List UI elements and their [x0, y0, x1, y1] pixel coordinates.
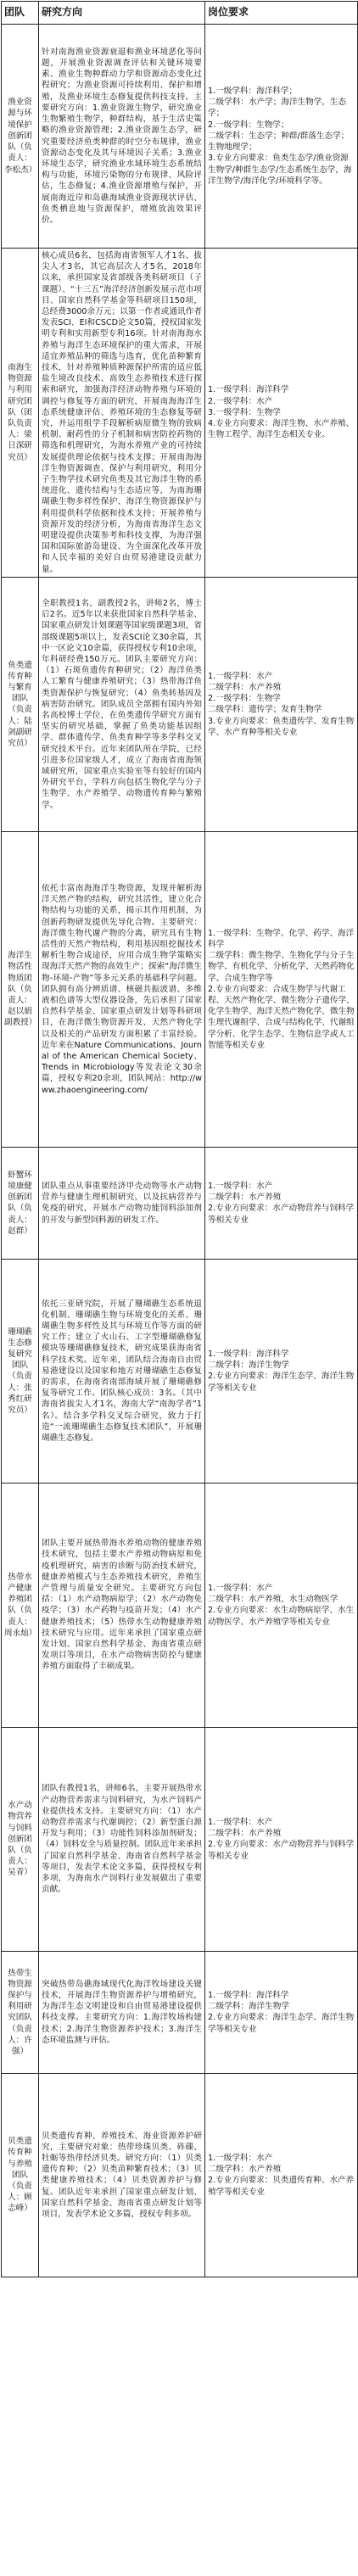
direction-cell: 全职教授1名，副教授2名，讲师2名，博士后2名。近5年以来获批国家自然科学基金、国家重点研发计划课题等国家级课题3项，省部级课题5项以上，发表SCI论文30余篇，其中一区论文10余篇，获得授权专利10余项，年科研经费150万元。团队主要研究方向：（1）石斑鱼遗传育种研究；（2）海洋鱼类人工繁育与健康养殖研究；（3）热带海洋鱼类资源保护与恢复研究；（4）鱼类转基因及病害防治研究。团队成员全部拥有国内外知名高校博士学位，在鱼类遗传学研究方面有坚实的研究基础，掌握了鱼类功能基因组学、群体遗传学、鱼类育种学等多学科交叉研究技术平台。近年来团队所在学院，已经引进多位国家级人才，成立了海南省南海领域研究所，国家重点实验室等有较好的国内外研究平台，学科方向包括生物化学与分子生物学、水产养殖学、动物遗传育种与繁殖学。: [39, 577, 205, 831]
team-cell: 珊瑚礁生态修复研究团队（负责人：张秀红研究员）: [2, 1259, 39, 1483]
direction-cell: 贝类遗传育种、养殖技术、海业资源养护研究，主要研究对象：热带珍珠贝类、砗磲、牡蛎等热带经济贝类。研究方向：（1）贝类遗传育种；（2）贝类苗种繁育技术；（3）贝类健康养殖技术；（4）贝类资源养护与修复。团队近年来承担了国家重点研发计划、国家自然科学基金、海南省重点研发计划等项目，发表学术论文多篇，授权专利多项。: [39, 2073, 205, 2277]
requirement-line: 2.专业方向要求：水产动物营养与饲料学等相关专业: [208, 1204, 355, 1225]
requirements-cell: [205, 1727, 358, 1951]
requirement-line: 1.一级学科：海洋科学: [208, 1990, 289, 2000]
requirements-cell: [205, 1951, 358, 2073]
header-row: [2, 2, 358, 25]
requirements-cell: [205, 577, 358, 831]
requirement-line: 二级学科：遗传学；发育生物学: [208, 705, 322, 715]
header-team: 团队: [2, 2, 39, 25]
requirement-line: 2.专业方向要求：水生动物病原学、水生动物医学、水产养殖学等相关专业: [208, 1606, 355, 1627]
table-body: [2, 25, 358, 2277]
requirement-line: 二级学科：海洋生物学: [208, 1361, 289, 1371]
requirement-line: 二级学科：水产养殖: [208, 2165, 282, 2175]
team-cell: 南海生物资源与利用研究团队（团队负责人：梁日深研究员）: [2, 249, 39, 578]
requirement-line: 2.专业方向要求：贝类遗传育种、水产养殖学等相关专业: [208, 2176, 355, 2197]
requirement-line: 1.一级学科：海洋科学；: [208, 87, 298, 97]
header-direction: 研究方向: [39, 2, 205, 25]
requirements-cell: [205, 1147, 358, 1259]
requirement-line: 二级学科：微生物学、生物化学与分子生物学、有机化学、分析化学、天然药物化学、合成生物学等: [208, 951, 355, 983]
team-cell: 鱼类遗传育种与繁育团队（负责人：陆剑副研究员）: [2, 577, 39, 831]
requirement-line: 二级学科：水产养殖: [208, 1193, 282, 1203]
team-cell: 热带生物资源保护与利用研究团队（负责人：许强）: [2, 1951, 39, 2073]
requirements-cell: [205, 1259, 358, 1483]
team-cell: 热带水产健康养殖团队（负责人：周永灿）: [2, 1483, 39, 1727]
requirement-line: 1.一级学科：水产: [208, 671, 273, 681]
requirement-line: 1.一级学科：水产: [208, 1181, 273, 1191]
table-row: [2, 577, 358, 831]
requirement-line: 二级学科：生态学；种群/群落生态学；生物地理学；: [208, 131, 350, 153]
requirement-line: 二级学科：海洋生物学: [208, 2002, 289, 2012]
requirement-line: 二级学科：水产学；海洋生物学，生态学；: [208, 98, 347, 119]
requirement-line: 3.一级学科：生物学: [208, 407, 281, 417]
table-row: [2, 1727, 358, 1951]
direction-cell: 突破热带岛礁海域现代化海洋牧场建设关键技术，开展海洋生物资源养护与增殖研究，为海洋生态文明建设和自由贸易港建设提供科技支撑。主要研究方向：1.海洋牧场构建技术；2.海洋生物资源养护技术；3.海洋生态环境监测与评估。: [39, 1951, 205, 2073]
team-cell: 虾蟹环境康健创新团队（负责人：赵群）: [2, 1147, 39, 1259]
direction-cell: 依托丰富南海海洋生物资源，发现并解析海洋天然产物的结构，研究其活性，建立化合物结构与功能的关系，揭示其作用机制，为创新药物研发提供先导化合物。主要研究：海洋微生物代谢产物的分离，研究具有生物活性的天然产物结构，利用基因组挖掘技术解析生物合成途径，应用合成生物学策略实现海洋天然产物的高效生产；探索“海洋微生物-环境-产物”等多元关系的基础科学问题。团队拥有高分辨质谱、核磁共振波谱、多维液相色谱等大型仪器设备，先后承担了国家自然科学基金、国家重点研发计划等科研项目，在海洋微生物资源开发、天然产物化学以及相关的产品研发方面积累了丰富经验。近年来在Nature Communications、Journal of the American Chemical Society、Trends in Microbiology等发表论文30余篇，授权专利20余项，团队网站：http://www.zhaoengineering.com/: [39, 831, 205, 1147]
requirement-line: 2.专业方向要求：合成生物学与代谢工程、天然产物化学、微生物分子遗传学、化学生物学、海洋天然产物化学、微生物生理代谢组学、合成与结构化学、代谢组学分析、化学生态学、生物信息学或人工智能等相关专业: [208, 984, 355, 1050]
requirement-line: 1.一级学科：水产: [208, 1583, 273, 1593]
direction-cell: 团队有教授1名，讲师6名，主要开展热带水产动物营养需求与饲料研究，为水产饲料产业提供技术支持。主要研究方向：（1）水产动物营养需求与代谢调控；（2）新型蛋白源开发与利用；（3）功能性饲料添加剂研发；（4）饲料安全与质量控制。团队近年来承担了国家自然科学基金、海南省自然科学基金等项目，发表学术论文多篇，获得授权专利多项，为海南水产饲料行业发展做出了重要贡献。: [39, 1727, 205, 1951]
table-row: [2, 2073, 358, 2277]
requirement-line: 2.一级学科：生物学；: [208, 120, 289, 130]
table-row: [2, 831, 358, 1147]
team-cell: 海洋生物活性物质团队（负责人：赵以娟副教授）: [2, 831, 39, 1147]
requirements-cell: [205, 249, 358, 578]
table-row: [2, 1951, 358, 2073]
requirement-line: 2.专业方向要求：海洋生态学、海洋生物学等相关专业: [208, 2013, 355, 2034]
requirement-line: 2.专业方向要求：水产动物营养与饲料学等相关专业: [208, 1840, 355, 1861]
table-row: [2, 1259, 358, 1483]
requirements-cell: [205, 25, 358, 249]
requirement-line: 二级学科：水产养殖: [208, 1829, 282, 1839]
team-cell: 水产动物营养与饲料创新团队（负责人：吴青）: [2, 1727, 39, 1951]
requirement-line: 1.一级学科：水产: [208, 1817, 273, 1827]
table-row: [2, 25, 358, 249]
header-requirements: 岗位要求: [205, 2, 358, 25]
table-row: [2, 1483, 358, 1727]
requirement-line: 2.一级学科：生物学: [208, 694, 281, 704]
requirement-line: 二级学科：水产养殖，水生动物医学: [208, 1595, 338, 1605]
team-cell: 贝类遗传育种与养殖团队（负责人：顾志峰）: [2, 2073, 39, 2277]
direction-cell: 团队主要开展热带海水养殖动物的健康养殖技术研究，包括主要水产养殖动物病原和免疫机理研究，病害的诊断与防治技术研究，健康养殖模式与生态养殖技术研究，养殖生产管理与质量安全研究。主要研究方向包括：（1）水产动物病原学；（2）水产动物免疫学；（3）水产药物与疫苗开发；（4）水产健康养殖技术；（5）热带水生动物健康养殖技术研究与应用。近年来承担了国家重点研发计划、国家自然科学基金、海南省重点研发项目等项目，在水产动物病害防控与健康养殖方面取得了丰硕成果。: [39, 1483, 205, 1727]
requirement-line: 3.专业方向要求：鱼类遗传学、发育生物学、水产育种等相关专业: [208, 716, 355, 737]
requirement-line: 1.一级学科：生物学、化学、药学、海洋科学: [208, 928, 355, 949]
requirements-cell: [205, 2073, 358, 2277]
direction-cell: 依托三亚研究院，开展了珊瑚礁生态系统退化机制、珊瑚礁生物与环境变化的关系、珊瑚礁生物多样性及其与环境互作等方面的研究工作；建立了火山石、工字型珊瑚礁修复模块等珊瑚礁修复技术，研究成果获海南省科学技术奖。近年来，团队结合海南自由贸易港建设以及国家和地方对珊瑚礁生态修复的需求，在海南省南部海域开展了珊瑚礁修复等研究工作。团队核心成员：3名。（其中海南省拔尖人才1名，海南大学“南海学者”1名）。结合多学科交叉综合研究，致力于打造“一流珊瑚礁生态修复技术团队”，开展珊瑚礁生态修复。: [39, 1259, 205, 1483]
team-cell: 渔业资源与环境保护创新团队（负责人：李松杰）: [2, 25, 39, 249]
requirement-line: 3.专业方向要求：鱼类生态学/渔业资源生物学/种群生态学/生态系统生态学，海洋生物学/海洋化学/环境科学等。: [208, 154, 352, 186]
requirements-cell: [205, 1483, 358, 1727]
requirement-line: 二级学科：水产养殖: [208, 682, 282, 692]
requirement-line: 2.一级学科：水产: [208, 396, 273, 406]
table-row: [2, 249, 358, 578]
direction-cell: 核心成员6名，包括海南省领军人才1名、拔尖人才3名，其它高层次人才5名，2018年以来，承担国家及省部级各类科研项目（子课题）、“十三五”海洋经济创新发展示范市项目、国家自然科学基金等科研项目150项，总经费3000余万元；以第一作者或通讯作者发表SCI、EI和CSCD论文50篇，授权国家发明专利和实用新型专利16项。针对南海海水养殖与海洋生态环境保护的重大需求，开展适宜养殖品种的筛选与选育，优化苗种繁育技术，针对养殖种质种源保护所需的适应低盐生境改良技术、高效生态养殖技术进行探索和研究，加强海洋经济动物养殖与环境的调控与修复等方面的研究，开展南海海洋生态系统健康评估、养殖环境的生态修复等研究，并运用组学手段解析病原微生物的致病机制、耐药性的分子机制和病害防控药物的筛选和机理研究，为海水养殖产业的可持续发展提供理论依据与技术支撑；开展南海海洋生物资源调查、保护与利用研究，利用分子生物学技术研究鱼类及其它海洋生物的系统进化、遗传结构与生态适应等，为南海珊瑚礁生物多样性保护、海洋生物资源保护与利用提供科学依据和技术支持；开展养殖与资源开发的经济分析，为海南省海洋生态文明建设提供决策参考和科技支撑，为海洋强国和国际旅游岛建设、为全面深化改革开放和人民幸福的美好自由贸易港建设贡献力量。: [39, 249, 205, 578]
requirement-line: 4.专业方向要求：海洋生物、水产养殖、生物工程学、海洋生态相关专业。: [208, 419, 355, 440]
recruitment-table: [1, 1, 358, 2277]
requirement-line: 2.专业方向要求：海洋生态学、海洋生物学等相关专业: [208, 1372, 355, 1393]
requirement-line: 1.一级学科：海洋科学: [208, 385, 289, 395]
requirement-line: 1.一级学科：海洋科学: [208, 1349, 289, 1359]
table-row: [2, 1147, 358, 1259]
direction-cell: 团队重点从事重要经济甲壳动物等水产动物营养与健康生理机制研究，以及抗病营养与免疫的研究，开展水产动物功能饲料添加剂的开发与新型饲料源的研发工作。: [39, 1147, 205, 1259]
requirements-cell: [205, 831, 358, 1147]
requirement-line: 1.一级学科：水产: [208, 2153, 273, 2163]
direction-cell: 针对南海渔业资源衰退和渔业环境恶化等问题，开展渔业资源调查评估和关键环境要素、渔业生物种群动力学和资源动态变化过程研究；为渔业资源可持续利用、保护和增殖，及渔业环境生态修复提供科技支持。主要研究方向：1.渔业资源生物学，研究渔业生物繁殖生物学，种群结构，基于生活史策略的渔业资源管理；2.渔业资源生态学，研究重要经济鱼类种群的时空分布规律，渔业资源动态变化及其与环境因子关系；3.渔业环境生态学，研究渔业水域环境生态系统结构与功能，环境污染物的分布规律、风险评估，生态修复；4.渔业资源增殖与保护，开展南海近岸和岛礁海域渔业资源现状评估、鱼类栖息地与资源保护，增殖放流效果评价。: [39, 25, 205, 249]
